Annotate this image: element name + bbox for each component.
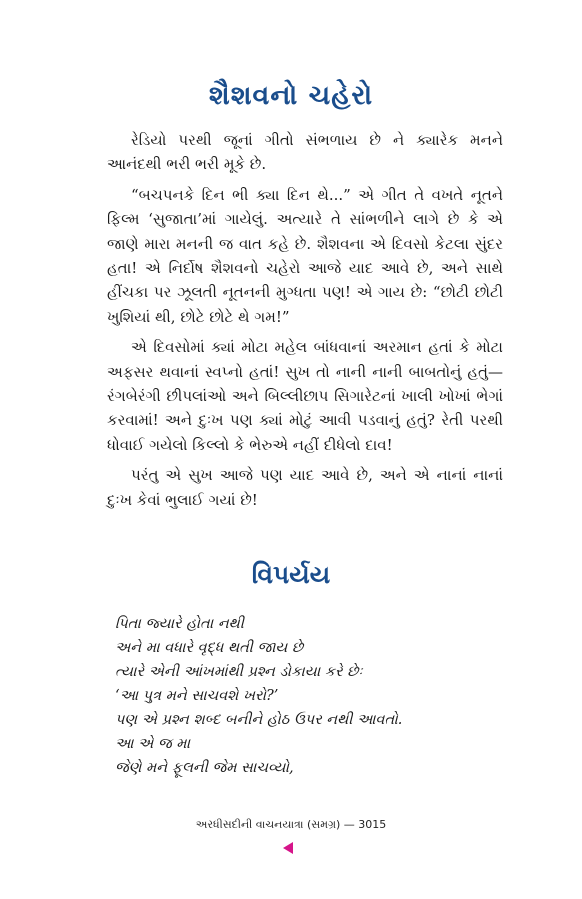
poem-line: ત્યારે એની આંખમાંથી પ્રશ્ન ડોકાયા કરે છેઃ — [115, 664, 363, 680]
poem-line: આ એ જ મા — [115, 736, 191, 752]
poem-body — [115, 612, 495, 780]
paragraph: એ દિવસોમાં ક્યાં મોટા મહેલ બાંધવાનાં અરમાન હતાં કે મોટા અફસર થવાનાં સ્વપ્નો હતાં! સુખ તો નાની નાની બાબતોનું હતું—રંગબેરંગી છીપલાંઓ અને બિલ્લીછાપ સિગારેટનાં ખાલી ખોખાં ભેગાં કરવામાં! અને દુઃખ પણ ક્યાં મોટું આવી પડવાનું હતું? રેતી પરથી ધોવાઈ ગયેલો કિલ્લો કે ભેરુએ નહીં દીધેલો દાવ! — [107, 338, 503, 454]
paragraph: પરંતુ એ સુખ આજે પણ યાદ આવે છે, અને એ નાનાં નાનાં દુઃખ કેવાં ભુલાઈ ગયાં છે! — [107, 466, 503, 509]
poem-line: જેણે મને ફૂલની જેમ સાચવ્યો, — [115, 760, 294, 776]
poem-title: વિપર્યય — [251, 560, 331, 589]
paragraph: “બચપનકે દિન ભી ક્યા દિન થે...” એ ગીત તે વખતે નૂતને ફિલ્મ ‘સુજાતા’માં ગાયેલું. અત્યારે તે સાંભળીને લાગે છે કે એ જાણે મારા મનની જ વાત કહે છે. શૈશવના એ દિવસો કેટલા સુંદર હતા! એ નિર્દોષ શૈશવનો ચહેરો આજે યાદ આવે છે, અને સાથે હીંચકા પર ઝૂલતી નૂતનની મુગ્ધતા પણ! એ ગાય છે: “છોટી છોટી ખુશિયાં થી, છોટે છોટે થે ગમ!” — [107, 185, 503, 326]
poem-line: પિતા જ્યારે હોતા નથી — [115, 616, 244, 632]
essay-body — [107, 128, 503, 518]
poem-line: ‘આ પુત્ર મને સાચવશે ખરો?’ — [115, 688, 279, 704]
poem-line: પણ એ પ્રશ્ન શબ્દ બનીને હોઠ ઉપર નથી આવતો. — [115, 712, 403, 728]
page-footer: અરધીસદીની વાચનયાત્રા (સમગ્ર) — 3015 — [195, 818, 387, 831]
poem-line: અને મા વધારે વૃદ્ધ થતી જાય છે — [115, 640, 304, 656]
paragraph: રેડિયો પરથી જૂનાં ગીતો સંભળાય છે ને ક્યારેક મનને આનંદથી ભરી ભરી મૂકે છે. — [107, 131, 503, 174]
left-triangle-icon[interactable] — [283, 842, 293, 854]
section-title: શૈશવનો ચહેરો — [208, 80, 374, 111]
